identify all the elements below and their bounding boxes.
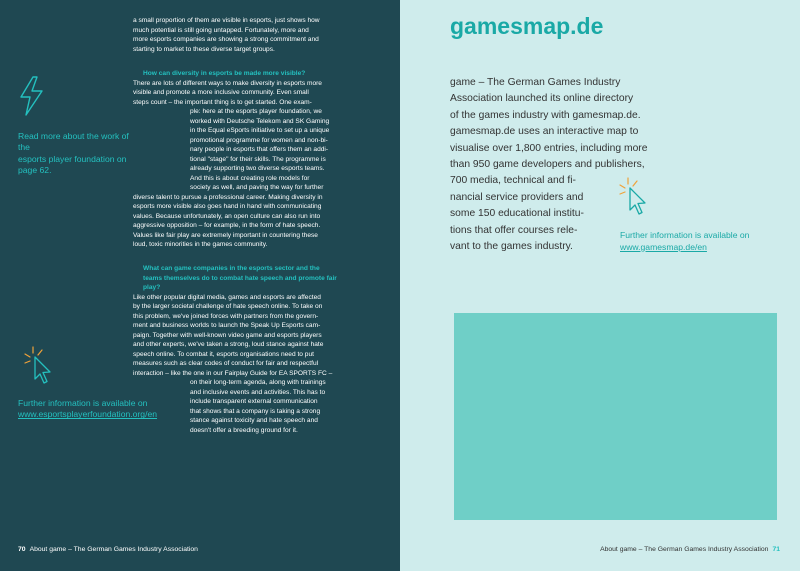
text-line: Read more about the work of the — [18, 131, 129, 153]
text-line: ment and business worlds to launch the Speak Up Esports cam- — [133, 322, 321, 329]
cursor-click-icon — [618, 176, 648, 220]
text-line: There are lots of different ways to make diversity in esports more — [133, 79, 322, 87]
text-line: values. Because unfortunately, an open culture can also run into — [133, 212, 321, 220]
text-line: nancial service providers and — [450, 191, 584, 203]
text-line: promotional programme for women and non-bi- — [190, 136, 328, 144]
text-line: ple: here at the esports player foundation, we — [190, 108, 322, 115]
text-line: society as well, and paving the way for further — [190, 184, 324, 191]
side-note — [18, 131, 138, 177]
text-line: game – The German Games Industry — [450, 77, 621, 88]
right-page — [400, 0, 800, 571]
text-line: teams themselves do to combat hate speech and promote fair — [143, 274, 337, 282]
text-line: Values like fair play are extremely important in countering these — [133, 231, 318, 239]
page-number: 71 — [772, 546, 780, 553]
text-line: loud, toxic minorities in the games community. — [133, 241, 268, 248]
text-line: measures such as clear codes of conduct for fair and respectful — [133, 360, 319, 367]
page-number: 70 — [18, 546, 26, 553]
text-line: nary people in esports that offers them an addi- — [190, 146, 329, 153]
text-line: include transparent external communication — [190, 398, 318, 405]
text-line: in the Equal eSports initiative to set up a unique — [190, 127, 330, 134]
text-line: worked with Deutsche Telekom and SK Gaming — [190, 117, 330, 125]
further-info — [620, 230, 780, 253]
text-line: by the larger societal challenge of hate speech online. To take on — [133, 303, 323, 310]
further-info-link[interactable]: www.esportsplayerfoundation.org/en — [18, 409, 158, 420]
text-line: already supporting two diverse esports teams. — [190, 165, 325, 172]
text-line: doesn't offer a breeding ground for it. — [190, 426, 298, 434]
further-info-label: Further information is available on — [18, 398, 148, 408]
text-line: vant to the games industry. — [450, 241, 573, 253]
text-line: and inclusive events and activities. This has to — [190, 388, 326, 396]
text-line: esports player foundation on — [18, 153, 127, 164]
text-line: page 62. — [18, 165, 52, 176]
page-title: gamesmap.de — [450, 13, 604, 39]
text-line: aggressive opposition – for example, in the form of hate speech. — [133, 222, 321, 229]
text-line: visible and promote a more inclusive community. Even small — [133, 89, 309, 96]
text-line: that shows that a company is taking a strong — [190, 407, 321, 415]
text-line: than 950 game developers and publishers, — [450, 159, 645, 171]
page-footer — [600, 546, 780, 553]
text-line: some 150 educational institu- — [450, 208, 584, 220]
text-line: speech online. To combat it, esports organisations need to put — [133, 350, 314, 358]
text-line: on their long-term agenda, along with trainings — [190, 379, 326, 386]
lightning-icon — [18, 76, 44, 116]
text-line: more esports companies are showing a strong commitment and — [133, 36, 319, 43]
text-line: tional "stage" for their skills. The programme is — [190, 155, 326, 163]
further-info — [18, 398, 188, 421]
further-info-link[interactable]: www.gamesmap.de/en — [620, 241, 707, 252]
text-line: a small proportion of them are visible in esports, just shows how — [133, 17, 320, 24]
question-heading: How can diversity in esports be made more visible? — [143, 70, 306, 77]
text-line: interaction – like the one in our Fairplay Guide for EA SPORTS FC – — [133, 369, 333, 377]
footer-text: About game – The German Games Industry Association — [600, 546, 769, 553]
text-line: And this is about creating role models for — [190, 174, 310, 182]
text-line: tions that offer courses rele- — [450, 224, 578, 236]
text-line: esports more visible also goes hand in hand with communicating — [133, 203, 322, 210]
text-line: What can game companies in the esports sector and the — [143, 265, 320, 272]
text-line: steps count – the important thing is to get started. One exam- — [133, 98, 312, 106]
text-line: much potential is still going untapped. Fortunately, more and — [133, 26, 309, 34]
text-line: Like other popular digital media, games and esports are affected — [133, 293, 321, 301]
text-line: gamesmap.de uses an interactive map to — [450, 126, 639, 138]
footer-text: About game – The German Games Industry Association — [29, 546, 198, 553]
cursor-click-icon — [23, 345, 53, 389]
text-line: visualise over 1,800 entries, including more — [450, 142, 648, 154]
text-line: 700 media, technical and fi- — [450, 175, 576, 187]
text-line: starting to market to these diverse target groups. — [133, 45, 275, 53]
text-line: this problem, we've joined forces with partners from the govern- — [133, 312, 319, 320]
text-line: paign. Together with well-known video game and esports players — [133, 331, 322, 339]
page-footer — [18, 546, 198, 553]
text-line: diverse talent to pursue a professional career. Making diversity in — [133, 193, 323, 201]
text-line: play? — [143, 284, 161, 291]
text-line: of the games industry with gamesmap.de. — [450, 109, 641, 121]
text-line: and other experts, we've taken a strong, loud stance against hate — [133, 341, 324, 348]
image-placeholder — [454, 313, 777, 520]
body-paragraph — [450, 75, 670, 255]
text-line: Association launched its online directory — [450, 93, 634, 105]
text-line: stance against toxicity and hate speech and — [190, 417, 318, 424]
further-info-label: Further information is available on — [620, 230, 750, 240]
